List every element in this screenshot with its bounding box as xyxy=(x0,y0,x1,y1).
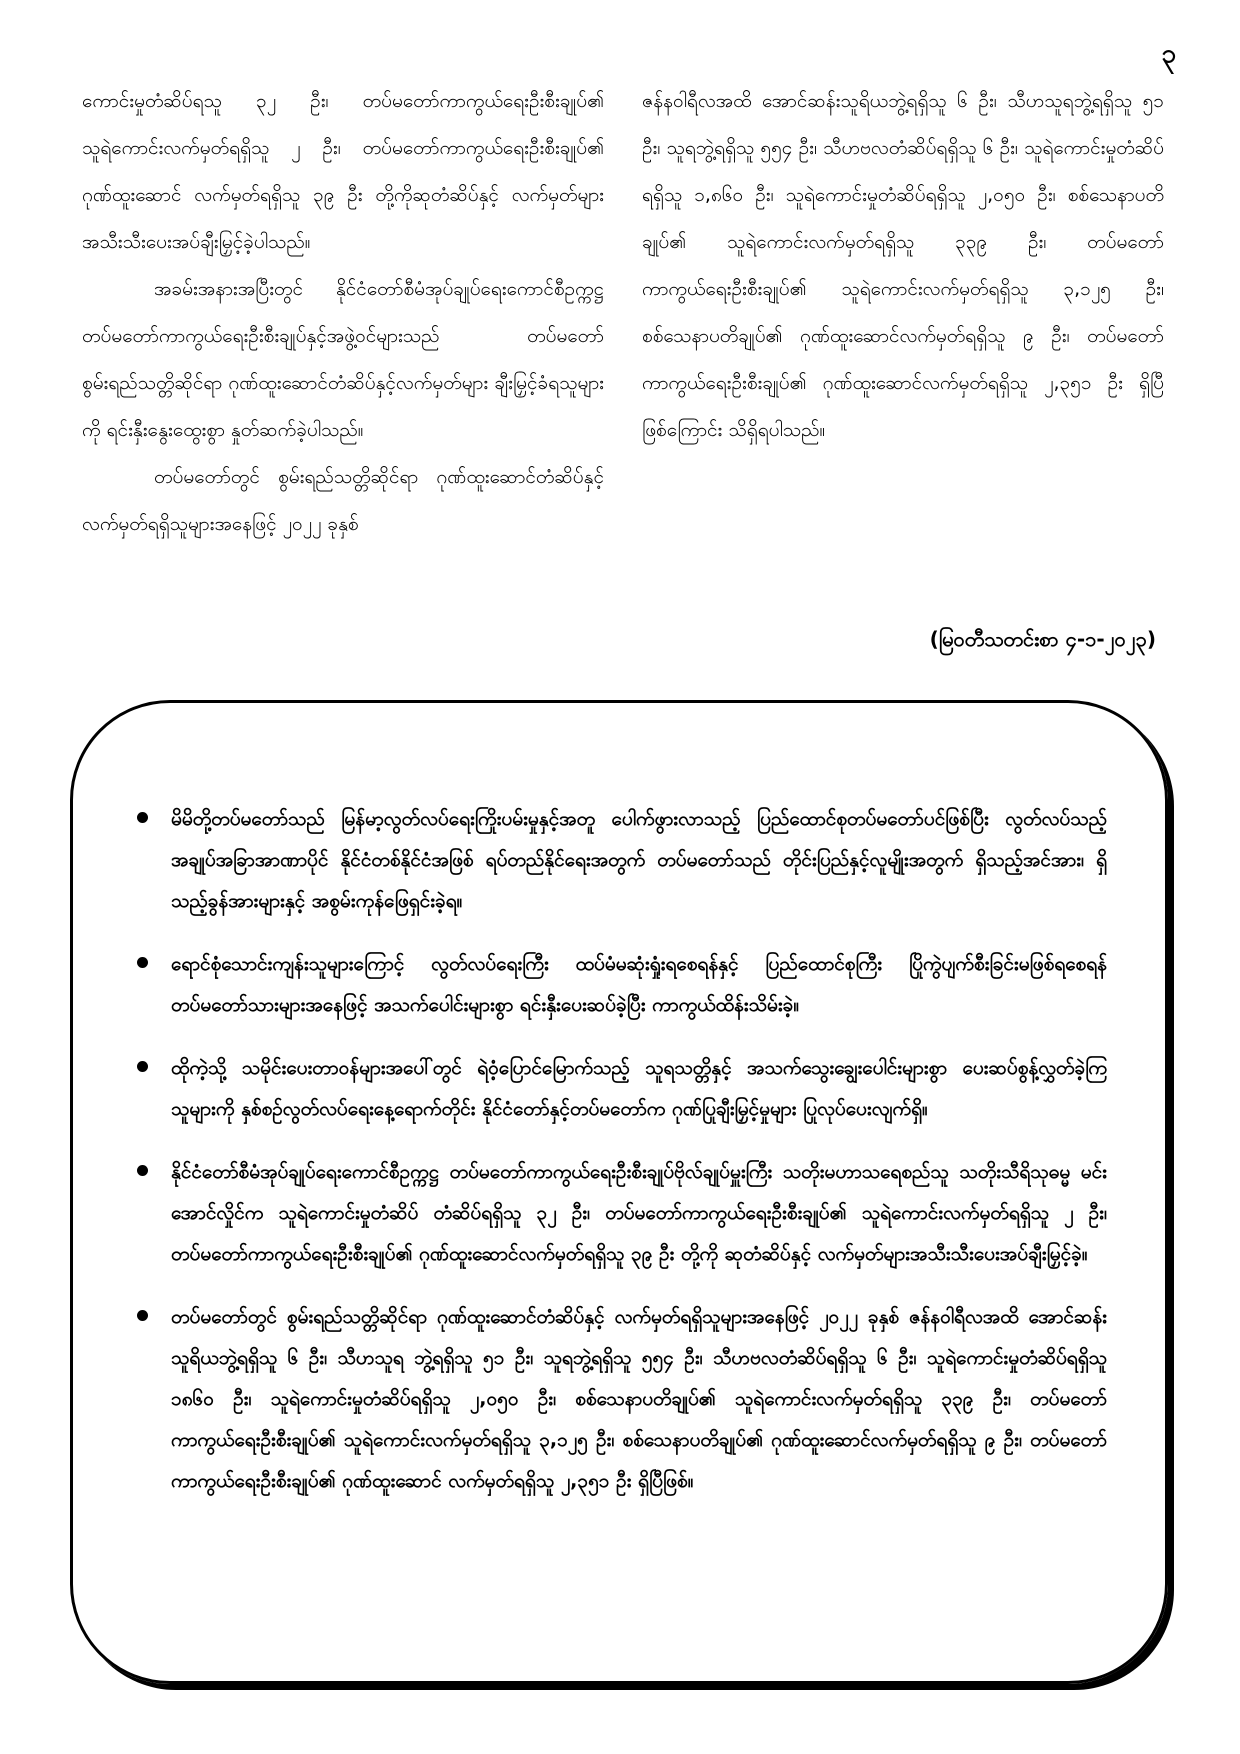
paragraph: တပ်မတော်တွင် စွမ်းရည်သတ္တိဆိုင်ရာ ဂုဏ်ထူးဆောင်တံဆိပ်နှင့် လက်မှတ်ရရှိသူများအနေဖြင့် ၂၀၂၂ ခုနှစ် xyxy=(82,466,604,535)
article-columns xyxy=(82,78,1164,688)
summary-item xyxy=(137,799,1107,922)
paragraph: ဇန်နဝါရီလအထိ အောင်ဆန်းသူရိယဘွဲ့ရရှိသူ ၆ ဦး၊ သီဟသူရဘွဲ့ရရှိသူ ၅၁ ဦး၊ သူရဘွဲ့ရရှိသူ ၅၅၄ ဦး၊ သီဟဗလတံဆိပ်ရရှိသူ ၆ ဦး၊ သူရဲကောင်းမှုတံဆိပ်ရရှိသူ ၁,၈၆၀ ဦး၊ သူရဲကောင်းမှုတံဆိပ်ရရှိသူ ၂,၀၅၀ ဦး၊ စစ်သေနာပတိချုပ်၏ သူရဲကောင်းလက်မှတ်ရရှိသူ ၃၃၉ ဦး၊ တပ်မတော်ကာကွယ်ရေးဦးစီးချုပ်၏ သူရဲကောင်းလက်မှတ်ရရှိသူ ၃,၁၂၅ ဦး၊ စစ်သေနာပတိချုပ်၏ ဂုဏ်ထူးဆောင်လက်မှတ်ရရှိသူ ၉ ဦး၊ တပ်မတော်ကာကွယ်ရေးဦးစီးချုပ်၏ ဂုဏ်ထူးဆောင်လက်မှတ်ရရှိသူ ၂,၃၅၁ ဦး ရှိပြီဖြစ်ကြောင်း သိရှိရပါသည်။ xyxy=(642,90,1164,441)
summary-text: နိုင်ငံတော်စီမံအုပ်ချုပ်ရေးကောင်စီဥက္ကဋ္ဌ တပ်မတော်ကာကွယ်ရေးဦးစီးချုပ်ဗိုလ်ချုပ်မှူးကြီး သတိုးမဟာသရေစည်သူ သတိုးသီရိသုဓမ္မ မင်းအောင်လှိုင်က သူရဲကောင်းမှုတံဆိပ် တံဆိပ်ရရှိသူ ၃၂ ဦး၊ တပ်မတော်ကာကွယ်ရေးဦးစီးချုပ်၏ သူရဲကောင်းလက်မှတ်ရရှိသူ ၂ ဦး၊ တပ်မတော်ကာကွယ်ရေးဦးစီးချုပ်၏ ဂုဏ်ထူးဆောင်လက်မှတ်ရရှိသူ ၃၉ ဦး တို့ကို ဆုတံဆိပ်နှင့် လက်မှတ်များအသီးသီးပေးအပ်ချီးမြှင့်ခဲ့။ xyxy=(171,1161,1107,1265)
summary-item xyxy=(137,944,1107,1026)
right-column xyxy=(642,78,1164,688)
bullet-icon xyxy=(137,812,148,823)
bullet-icon xyxy=(137,1310,148,1321)
summary-item xyxy=(137,1048,1107,1130)
summary-item xyxy=(137,1152,1107,1275)
summary-text: မိမိတို့တပ်မတော်သည် မြန်မာ့လွတ်လပ်ရေးကြိုးပမ်းမှုနှင့်အတူ ပေါက်ဖွားလာသည့် ပြည်ထောင်စုတပ်မတော်ပင်ဖြစ်ပြီး လွတ်လပ်သည့် အချုပ်အခြာအာဏာပိုင် နိုင်ငံတစ်နိုင်ငံအဖြစ် ရပ်တည်နိုင်ရေးအတွက် တပ်မတော်သည် တိုင်းပြည်နှင့်လူမျိုးအတွက် ရှိသည့်အင်အား၊ ရှိသည့်ခွန်အားများနှင့် အစွမ်းကုန်ဖြေရှင်းခဲ့ရ။ xyxy=(171,808,1107,912)
source-citation: (မြဝတီသတင်းစာ ၄-၁-၂၀၂၃) xyxy=(929,627,1156,651)
summary-list xyxy=(137,799,1107,1524)
bullet-icon xyxy=(137,1061,148,1072)
left-column xyxy=(82,78,604,688)
summary-box xyxy=(70,700,1168,1684)
summary-text: ထိုကဲ့သို့ သမိုင်းပေးတာဝန်များအပေါ်တွင် ရဲဝံ့ပြောင်မြောက်သည့် သူရသတ္တိနှင့် အသက်သွေးချွေးပေါင်းများစွာ ပေးဆပ်စွန့်လွှတ်ခဲ့ကြသူများကို နှစ်စဉ်လွတ်လပ်ရေးနေ့ရောက်တိုင်း နိုင်ငံတော်နှင့်တပ်မတော်က ဂုဏ်ပြုချီးမြှင့်မှုများ ပြုလုပ်ပေးလျက်ရှိ။ xyxy=(171,1057,1107,1120)
summary-item xyxy=(137,1297,1107,1502)
page-number: ၃ xyxy=(1161,39,1176,69)
bullet-icon xyxy=(137,1165,148,1176)
summary-text: ရောင်စုံသောင်းကျန်းသူများကြောင့် လွတ်လပ်ရေးကြီး ထပ်မံမဆုံးရှုံးရစေရန်နှင့် ပြည်ထောင်စုကြီး ပြိုကွဲပျက်စီးခြင်းမဖြစ်ရစေရန် တပ်မတော်သားများအနေဖြင့် အသက်ပေါင်းများစွာ ရင်းနှီးပေးဆပ်ခဲ့ပြီး ကာကွယ်ထိန်းသိမ်းခဲ့။ xyxy=(171,953,1107,1016)
summary-text: တပ်မတော်တွင် စွမ်းရည်သတ္တိဆိုင်ရာ ဂုဏ်ထူးဆောင်တံဆိပ်နှင့် လက်မှတ်ရရှိသူများအနေဖြင့် ၂၀၂၂ ခုနှစ် ဇန်နဝါရီလအထိ အောင်ဆန်းသူရိယဘွဲ့ရရှိသူ ၆ ဦး၊ သီဟသူရ ဘွဲ့ရရှိသူ ၅၁ ဦး၊ သူရဘွဲ့ရရှိသူ ၅၅၄ ဦး၊ သီဟဗလတံဆိပ်ရရှိသူ ၆ ဦး၊ သူရဲကောင်းမှုတံဆိပ်ရရှိသူ ၁၈၆၀ ဦး၊ သူရဲကောင်းမှုတံဆိပ်ရရှိသူ ၂,၀၅၀ ဦး၊ စစ်သေနာပတိချုပ်၏ သူရဲကောင်းလက်မှတ်ရရှိသူ ၃၃၉ ဦး၊ တပ်မတော်ကာကွယ်ရေးဦးစီးချုပ်၏ သူရဲကောင်းလက်မှတ်ရရှိသူ ၃,၁၂၅ ဦး၊ စစ်သေနာပတိချုပ်၏ ဂုဏ်ထူးဆောင်လက်မှတ်ရရှိသူ ၉ ဦး၊ တပ်မတော်ကာကွယ်ရေးဦးစီးချုပ်၏ ဂုဏ်ထူးဆောင် လက်မှတ်ရရှိသူ ၂,၃၅၁ ဦး ရှိပြီဖြစ်။ xyxy=(171,1306,1107,1492)
paragraph: အခမ်းအနားအပြီးတွင် နိုင်ငံတော်စီမံအုပ်ချုပ်ရေးကောင်စီဥက္ကဋ္ဌ တပ်မတော်ကာကွယ်ရေးဦးစီးချုပ်နှင့်အဖွဲ့ဝင်များသည် တပ်မတော်စွမ်းရည်သတ္တိဆိုင်ရာ ဂုဏ်ထူးဆောင်တံဆိပ်နှင့်လက်မှတ်များ ချီးမြှင့်ခံရသူများကို ရင်းနှီးနွေးထွေးစွာ နှုတ်ဆက်ခဲ့ပါသည်။ xyxy=(82,278,604,441)
paragraph: ကောင်းမှုတံဆိပ်ရသူ ၃၂ ဦး၊ တပ်မတော်ကာကွယ်ရေးဦးစီးချုပ်၏ သူရဲကောင်းလက်မှတ်ရရှိသူ ၂ ဦး၊ တပ်မတော်ကာကွယ်ရေးဦးစီးချုပ်၏ ဂုဏ်ထူးဆောင် လက်မှတ်ရရှိသူ ၃၉ ဦး တို့ကိုဆုတံဆိပ်နှင့် လက်မှတ်များ အသီးသီးပေးအပ်ချီးမြှင့်ခဲ့ပါသည်။ xyxy=(82,90,604,253)
bullet-icon xyxy=(137,957,148,968)
